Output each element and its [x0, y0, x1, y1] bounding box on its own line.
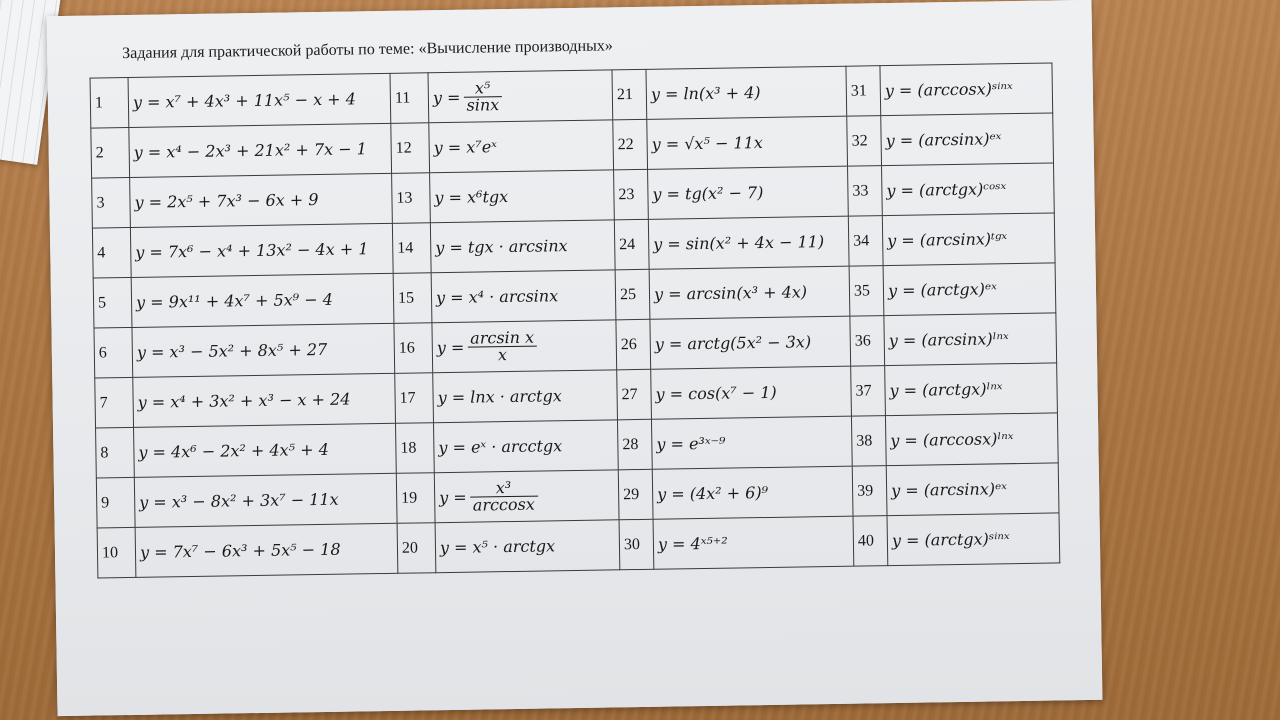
- task-formula: y = √x⁵ − 11x: [647, 116, 848, 169]
- formula-lhs: y =: [432, 87, 461, 108]
- task-formula: [428, 70, 613, 123]
- task-number: 12: [391, 123, 430, 174]
- fraction-denominator: sinx: [466, 95, 500, 115]
- formula-lhs: y =: [439, 487, 467, 508]
- task-number: 25: [615, 269, 650, 320]
- task-formula: y = e³ˣ⁻⁹: [651, 416, 852, 469]
- task-number: 5: [93, 277, 132, 328]
- task-number: 30: [619, 519, 654, 570]
- task-number: 36: [850, 316, 885, 367]
- task-formula: y = 2x⁵ + 7x³ − 6x + 9: [130, 173, 393, 227]
- task-formula: y = arcsin(x³ + 4x): [649, 266, 850, 319]
- fraction-numerator: x³: [469, 480, 537, 498]
- task-formula: y = 4x⁶ − 2x² + 4x⁵ + 4: [134, 423, 397, 477]
- task-formula: y = (arctgx)ˡⁿˣ: [885, 363, 1058, 416]
- task-formula: y = x⁷ + 4x³ + 11x⁵ − x + 4: [128, 73, 391, 127]
- task-formula: y = lnx · arctgx: [433, 370, 618, 423]
- task-number: 11: [390, 73, 429, 124]
- task-formula: y = x⁴ · arcsinx: [431, 270, 616, 323]
- task-formula: y = x³ − 5x² + 8x⁵ + 27: [132, 323, 395, 377]
- task-formula: y = x⁴ − 2x³ + 21x² + 7x − 1: [129, 123, 392, 177]
- task-number: 9: [96, 477, 135, 528]
- task-formula: y = 7x⁶ − x⁴ + 13x² − 4x + 1: [130, 223, 393, 277]
- task-formula: y = (arctgx)ˢⁱⁿˣ: [887, 513, 1060, 566]
- task-number: 16: [394, 323, 433, 374]
- task-formula: y = arctg(5x² − 3x): [650, 316, 851, 369]
- task-number: 24: [614, 219, 649, 270]
- fraction-denominator: arccosx: [472, 494, 535, 515]
- task-formula: [434, 470, 619, 523]
- task-number: 29: [618, 469, 653, 520]
- task-formula: y = 9x¹¹ + 4x⁷ + 5x⁹ − 4: [131, 273, 394, 327]
- task-number: 13: [392, 173, 431, 224]
- fraction-numerator: x⁵: [463, 80, 502, 98]
- task-formula: y = 4ˣ⁵⁺²: [653, 516, 854, 569]
- task-number: 40: [853, 516, 888, 567]
- worksheet-paper: [47, 0, 1103, 716]
- task-number: 18: [396, 423, 435, 474]
- task-number: 7: [95, 377, 134, 428]
- task-formula: y = x³ − 8x² + 3x⁷ − 11x: [134, 473, 397, 527]
- fraction: [463, 80, 502, 114]
- fraction: [467, 327, 537, 365]
- task-number: 28: [617, 419, 652, 470]
- task-number: 27: [617, 369, 652, 420]
- task-number: 39: [852, 466, 887, 517]
- task-formula: y = x⁵ · arctgx: [435, 520, 620, 573]
- task-formula: y = (arcsinx)ᵉˣ: [886, 463, 1059, 516]
- task-number: 37: [851, 366, 886, 417]
- task-number: 8: [96, 427, 135, 478]
- task-number: 22: [613, 119, 648, 170]
- fraction: [469, 480, 537, 514]
- task-formula: y = sin(x² + 4x − 11): [648, 216, 849, 269]
- task-number: 33: [848, 166, 883, 217]
- task-formula: y = (arcsinx)ᵗᵍˣ: [882, 213, 1055, 266]
- task-number: 26: [616, 319, 651, 370]
- task-number: 35: [849, 266, 884, 317]
- task-formula: y = x⁶tgx: [430, 170, 615, 223]
- task-number: 14: [392, 223, 431, 274]
- task-formula: [432, 320, 617, 373]
- fraction-numerator: arcsin x: [467, 330, 537, 348]
- task-formula: y = (arccosx)ˢⁱⁿˣ: [880, 63, 1053, 116]
- task-number: 19: [396, 473, 435, 524]
- task-formula: y = (arcsinx)ᵉˣ: [881, 113, 1054, 166]
- task-formula: y = tgx · arcsinx: [430, 220, 615, 273]
- tasks-table: [90, 62, 1061, 578]
- fraction-denominator: x: [497, 345, 508, 365]
- task-number: 3: [92, 177, 131, 228]
- task-formula: y = (arccosx)ˡⁿˣ: [885, 413, 1058, 466]
- task-number: 6: [94, 327, 133, 378]
- task-number: 21: [612, 69, 647, 120]
- task-formula: y = ln(x³ + 4): [646, 66, 847, 119]
- task-number: 32: [847, 116, 882, 167]
- task-formula: y = tg(x² − 7): [648, 166, 849, 219]
- task-formula: y = cos(x⁷ − 1): [651, 366, 852, 419]
- task-formula: y = (arctgx)ᶜᵒˢˣ: [882, 163, 1055, 216]
- worksheet-title: Задания для практической работы по теме: «Вычисление производных»: [122, 37, 613, 63]
- task-number: 1: [90, 77, 129, 128]
- task-number: 23: [614, 169, 649, 220]
- task-formula: y = x⁷eˣ: [429, 120, 614, 173]
- task-number: 38: [851, 416, 886, 467]
- task-formula: y = eˣ · arcctgx: [433, 420, 618, 473]
- task-number: 4: [92, 227, 131, 278]
- task-number: 10: [97, 527, 136, 578]
- task-number: 15: [393, 273, 432, 324]
- task-formula: y = (arcsinx)ˡⁿˣ: [884, 313, 1057, 366]
- formula-lhs: y =: [436, 337, 465, 358]
- task-number: 17: [395, 373, 434, 424]
- task-number: 34: [848, 216, 883, 267]
- task-formula: y = (arctgx)ᵉˣ: [883, 263, 1056, 316]
- task-formula: y = (4x² + 6)⁹: [652, 466, 853, 519]
- task-number: 2: [91, 127, 130, 178]
- task-number: 20: [397, 523, 436, 574]
- task-formula: y = 7x⁷ − 6x³ + 5x⁵ − 18: [135, 523, 398, 577]
- task-number: 31: [846, 66, 881, 117]
- task-formula: y = x⁴ + 3x² + x³ − x + 24: [133, 373, 396, 427]
